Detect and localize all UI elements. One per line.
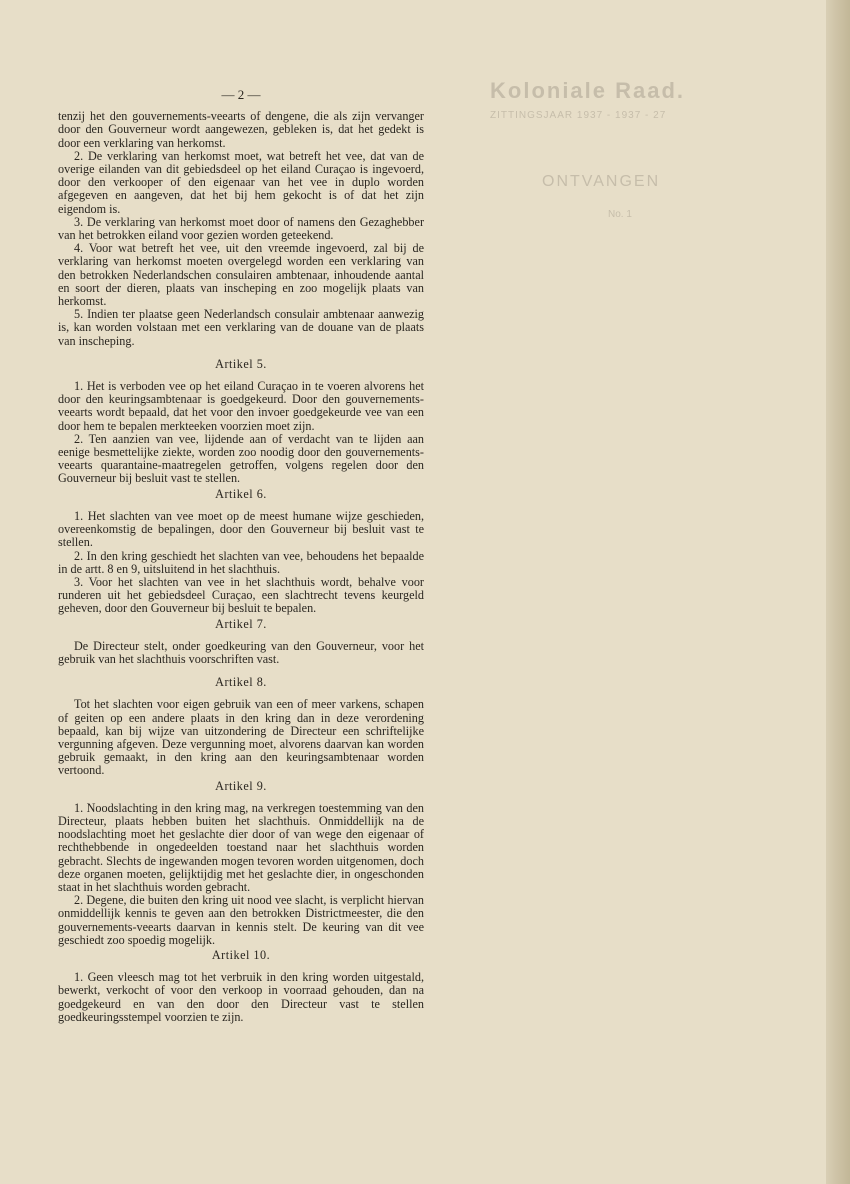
article-6-heading: Artikel 6. [215, 486, 267, 501]
continuation-paragraph: tenzij het den gouvernements-veearts of dengene, die als zijn vervanger door den Gouverneur wordt aangewezen, gebleken is, dat het gedekt is door een verklaring van herkomst. [58, 109, 424, 150]
art9-para-1: 1. Noodslachting in den kring mag, na verkregen toestemming van den Directeur, plaats hebben buiten het slachthuis. Onmiddellijk na de noodslachting moet het geslachte dier door of van wege den eigenaar of rechthebbende in ongedeelden toestand naar het slachthuis worden gebracht. Slechts de ingewanden mogen tevoren worden uitgenomen, doch deze organen moeten, gelijktijdig met het geslachte dier, in ongeschonden staat in het slachthuis worden gebracht. [58, 800, 424, 894]
article-10-heading: Artikel 10. [211, 947, 271, 962]
art10-para-1: 1. Geen vleesch mag tot het verbruik in den kring worden uitgestald, bewerkt, verkocht of voor den verkoop in voorraad gehouden, dan na goedgekeurd en van den door den Directeur vast te stellen goedkeuringsstempel voorzien te zijn. [58, 970, 424, 1024]
stamp-number: No. 1 [608, 209, 632, 220]
stamp-title: Koloniale Raad. [490, 78, 686, 103]
art5-para-1: 1. Het is verboden vee op het eiland Curaçao in te voeren alvorens het door den keuringsambtenaar is goedgekeurd. Door den gouvernements-veearts wordt bepaald, dat het voor den invoer goedgekeurde vee van een door hem te bepalen merkteeken voorzien moet zijn. [58, 379, 424, 433]
article-8-heading: Artikel 8. [215, 675, 267, 690]
art6-para-3: 3. Voor het slachten van vee in het slachthuis wordt, behalve voor runderen uit het gebiedsdeel Curaçao, een slachtrecht tevens keurgeld geheven, door den Gouverneur bij besluit te bepalen. [58, 574, 424, 616]
article-5-heading: Artikel 5. [215, 356, 267, 371]
article-7-heading: Artikel 7. [215, 616, 267, 631]
art9-para-2: 2. Degene, die buiten den kring uit nood vee slacht, is verplicht hiervan onmiddellijk kennis te geven aan den betrokken Districtmeester, die den gouvernements-veearts daarvan in kennis stelt. De keuring van dit vee geschiedt zoo spoedig mogelijk. [58, 893, 424, 947]
art4-para-4: 4. Voor wat betreft het vee, uit den vreemde ingevoerd, zal bij de verklaring van herkomst moeten overgelegd worden een verklaring van den betrokken Nederlandschen consulairen ambtenaar, inhoudende aantal en soort der dieren, plaats van inscheping en zoo mogelijk plaats van herkomst. [58, 241, 424, 309]
text-column [58, 88, 424, 1024]
art7-para-1: De Directeur stelt, onder goedkeuring van den Gouverneur, voor het gebruik van het slachthuis voorschriften vast. [58, 638, 424, 666]
page-edge [826, 0, 850, 1184]
stamp-session-line: ZITTINGSJAAR 1937 - 1937 - 27 [490, 110, 667, 121]
art6-para-1: 1. Het slachten van vee moet op de meest humane wijze geschieden, overeenkomstig de bepalingen, door den Gouverneur bij besluit vast te stellen. [58, 508, 424, 550]
art6-para-2: 2. In den kring geschiedt het slachten van vee, behoudens het bepaalde in de artt. 8 en 9, uitsluitend in het slachthuis. [58, 548, 424, 576]
art5-para-2: 2. Ten aanzien van vee, lijdende aan of verdacht van te lijden aan eenige besmettelijke ziekte, worden zoo noodig door den gouvernements-veearts quarantaine-maatregelen getroffen, volgens regelen door den Gouverneur bij besluit vast te stellen. [58, 431, 424, 486]
article-9-heading: Artikel 9. [215, 778, 267, 793]
stamp-received: ONTVANGEN [542, 173, 661, 190]
archive-stamp [490, 78, 720, 248]
art4-para-2: 2. De verklaring van herkomst moet, wat betreft het vee, dat van de overige eilanden van dit gebiedsdeel op het eiland Curaçao is ingevoerd, door den verkooper of den eigenaar van het vee in duplo worden afgegeven en aangeven, dat het bij hem gekocht is of dat het zijn eigendom is. [58, 148, 424, 216]
page-number: — 2 — [221, 87, 261, 102]
art4-para-3: 3. De verklaring van herkomst moet door of namens den Gezaghebber van het betrokken eiland voor gezien worden geteekend. [58, 214, 424, 243]
art8-para-1: Tot het slachten voor eigen gebruik van een of meer varkens, schapen of geiten op een andere plaats in den kring dan in deze verordening bepaald, kan bij wijze van uitzondering de Directeur een schriftelijke vergunning afgeven. Deze vergunning moet, alvorens daarvan kan worden gebruik gemaakt, in den kring aan den keuringsambtenaar worden vertoond. [58, 697, 424, 778]
art4-para-5: 5. Indien ter plaatse geen Nederlandsch consulair ambtenaar aanwezig is, kan worden volstaan met een verklaring van de douane van de plaats van inscheping. [58, 307, 424, 348]
